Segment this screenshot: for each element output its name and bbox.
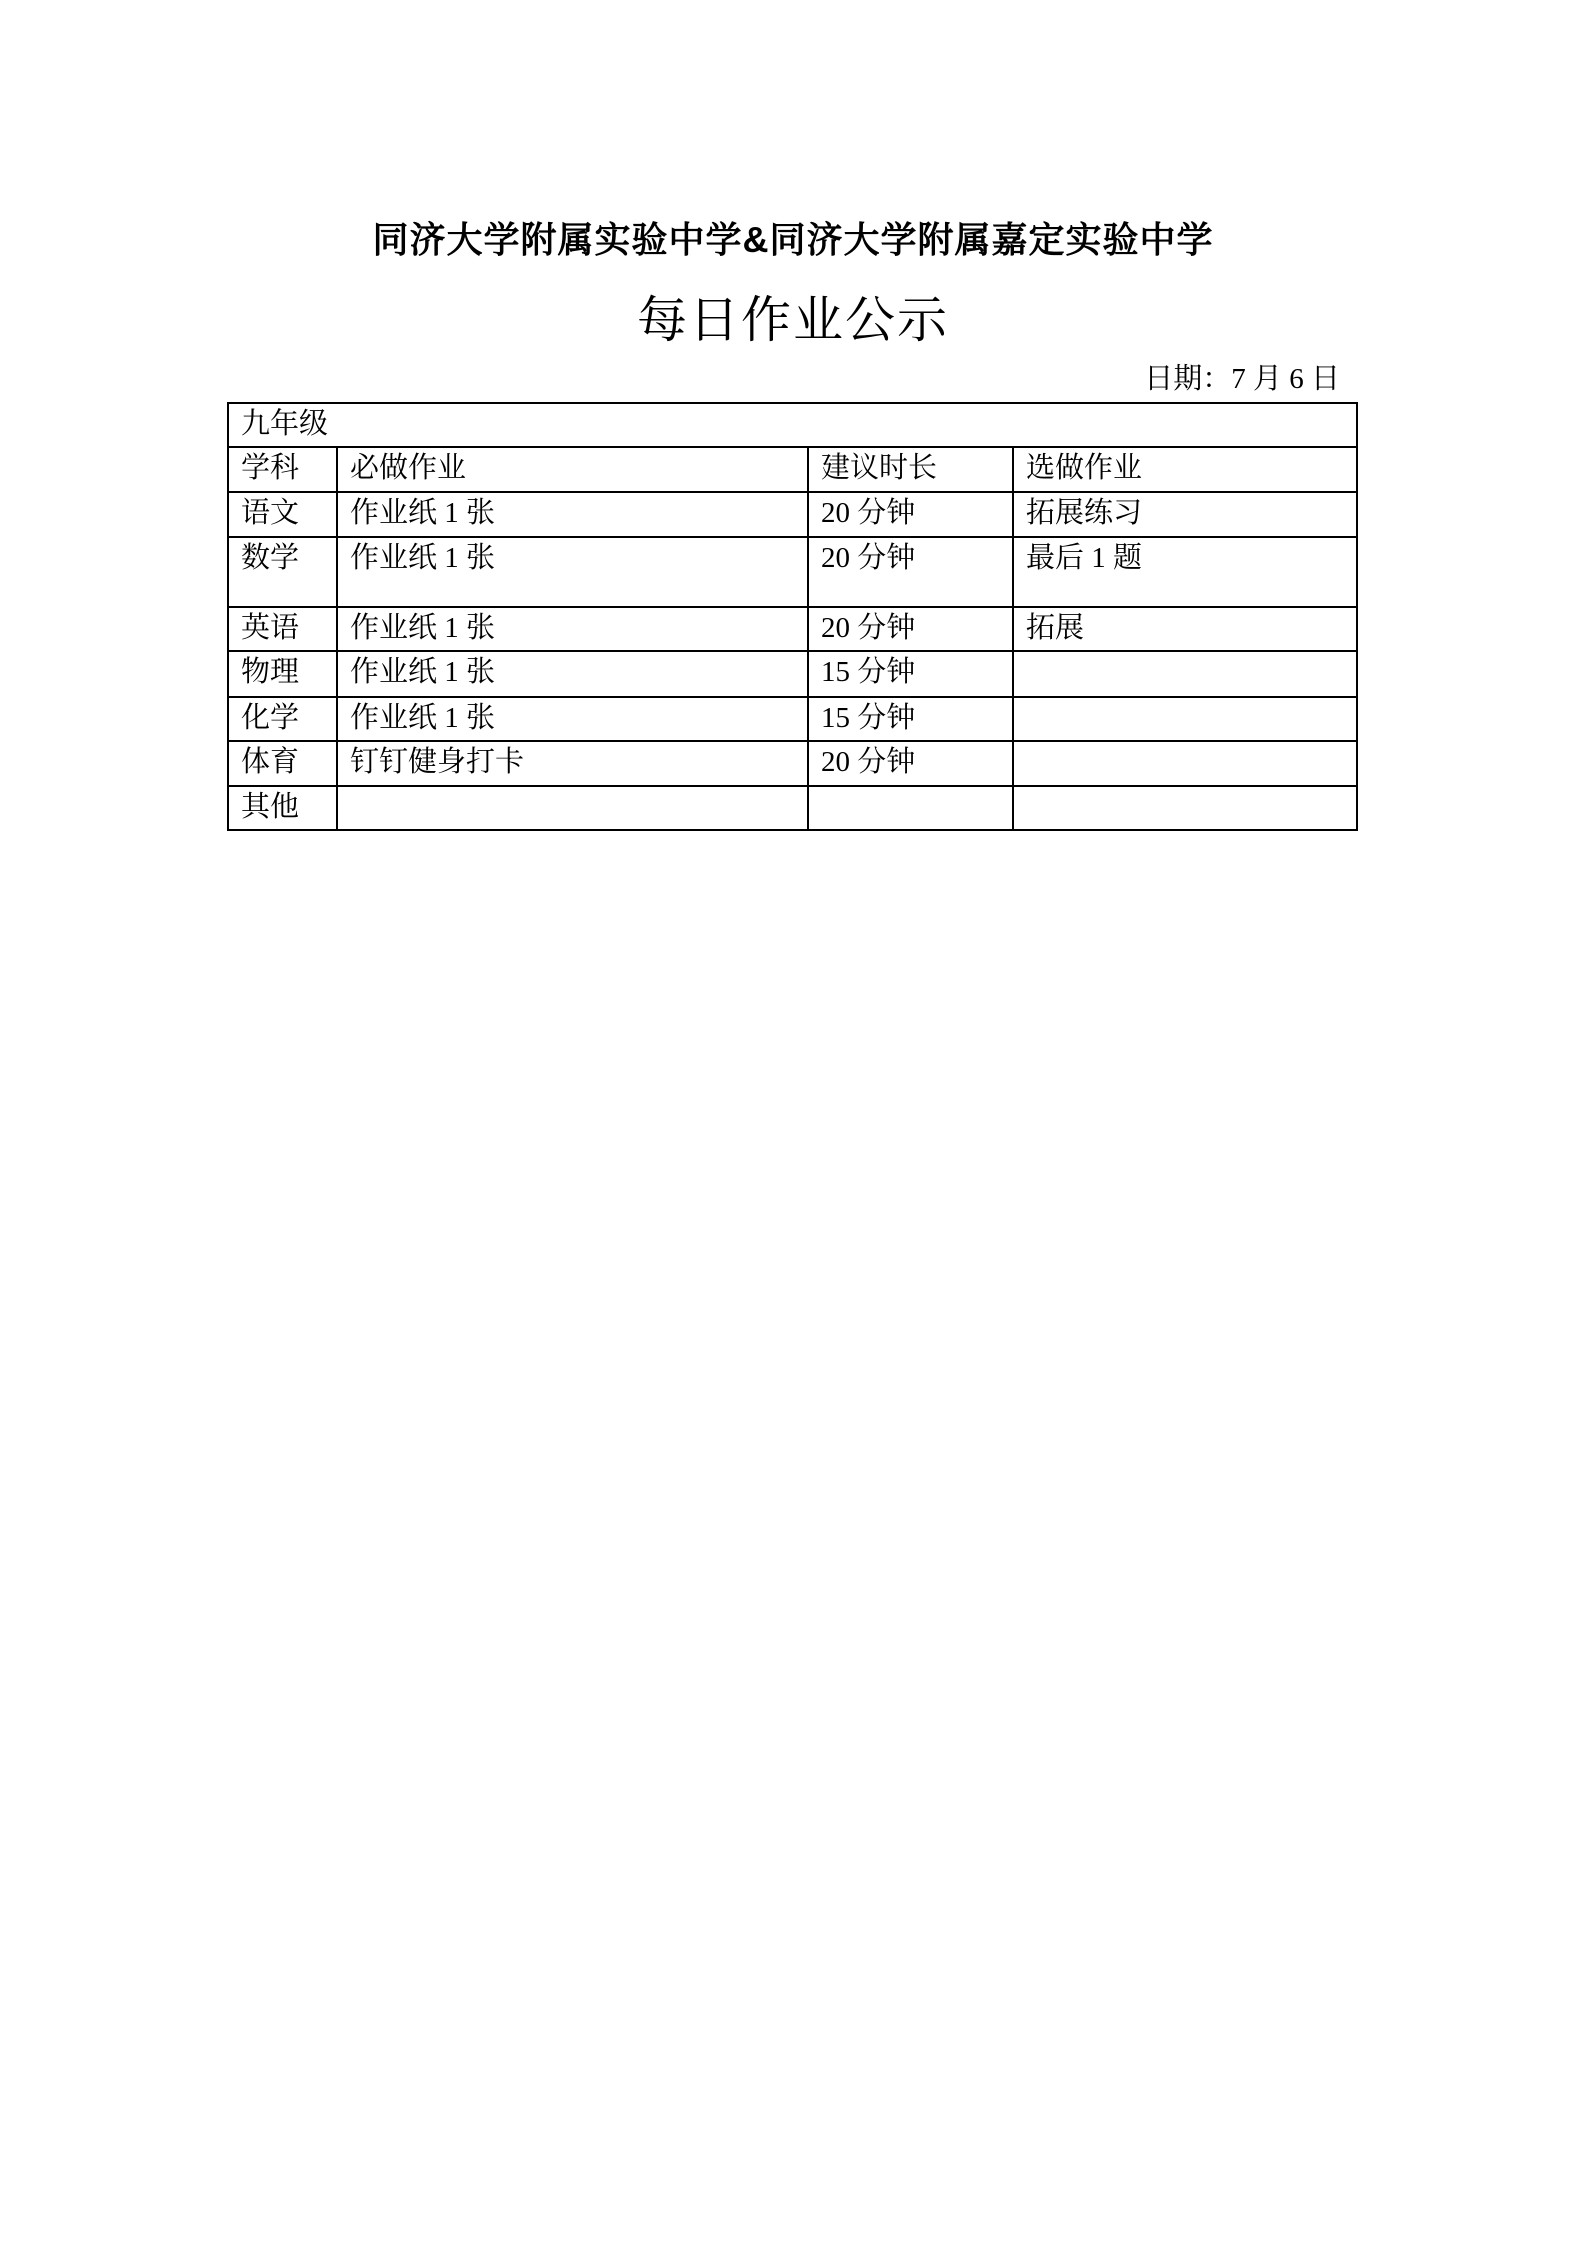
homework-table xyxy=(227,402,1358,831)
cell-duration: 20 分钟 xyxy=(808,537,1013,607)
cell-required xyxy=(337,786,808,830)
table-row xyxy=(228,607,1357,651)
cell-subject: 化学 xyxy=(228,697,337,741)
cell-required: 作业纸 1 张 xyxy=(337,697,808,741)
column-header-subject: 学科 xyxy=(228,447,337,492)
cell-optional xyxy=(1013,786,1357,830)
cell-optional xyxy=(1013,697,1357,741)
table-row xyxy=(228,492,1357,537)
page-title: 同济大学附属实验中学&同济大学附属嘉定实验中学 xyxy=(372,219,1214,260)
cell-subject: 数学 xyxy=(228,537,337,607)
date-label: 日期：7 月 6 日 xyxy=(1144,363,1340,395)
table-row xyxy=(228,697,1357,741)
table-row xyxy=(228,651,1357,697)
cell-subject: 其他 xyxy=(228,786,337,830)
cell-duration xyxy=(808,786,1013,830)
cell-required: 钉钉健身打卡 xyxy=(337,741,808,786)
column-header-optional: 选做作业 xyxy=(1013,447,1357,492)
table-row xyxy=(228,741,1357,786)
cell-duration: 20 分钟 xyxy=(808,607,1013,651)
cell-optional xyxy=(1013,741,1357,786)
table-row xyxy=(228,537,1357,607)
cell-subject: 语文 xyxy=(228,492,337,537)
cell-required: 作业纸 1 张 xyxy=(337,607,808,651)
cell-required: 作业纸 1 张 xyxy=(337,537,808,607)
column-header-duration: 建议时长 xyxy=(808,447,1013,492)
page-subtitle: 每日作业公示 xyxy=(637,292,949,348)
cell-optional: 拓展 xyxy=(1013,607,1357,651)
grade-header-row xyxy=(228,403,1357,447)
cell-duration: 20 分钟 xyxy=(808,741,1013,786)
cell-duration: 20 分钟 xyxy=(808,492,1013,537)
cell-subject: 英语 xyxy=(228,607,337,651)
table-row xyxy=(228,786,1357,830)
cell-optional: 拓展练习 xyxy=(1013,492,1357,537)
grade-header-cell: 九年级 xyxy=(228,403,1357,447)
cell-required: 作业纸 1 张 xyxy=(337,492,808,537)
cell-subject: 体育 xyxy=(228,741,337,786)
cell-duration: 15 分钟 xyxy=(808,697,1013,741)
cell-required: 作业纸 1 张 xyxy=(337,651,808,697)
cell-optional xyxy=(1013,651,1357,697)
column-header-required: 必做作业 xyxy=(337,447,808,492)
column-header-row xyxy=(228,447,1357,492)
cell-subject: 物理 xyxy=(228,651,337,697)
cell-duration: 15 分钟 xyxy=(808,651,1013,697)
cell-optional: 最后 1 题 xyxy=(1013,537,1357,607)
